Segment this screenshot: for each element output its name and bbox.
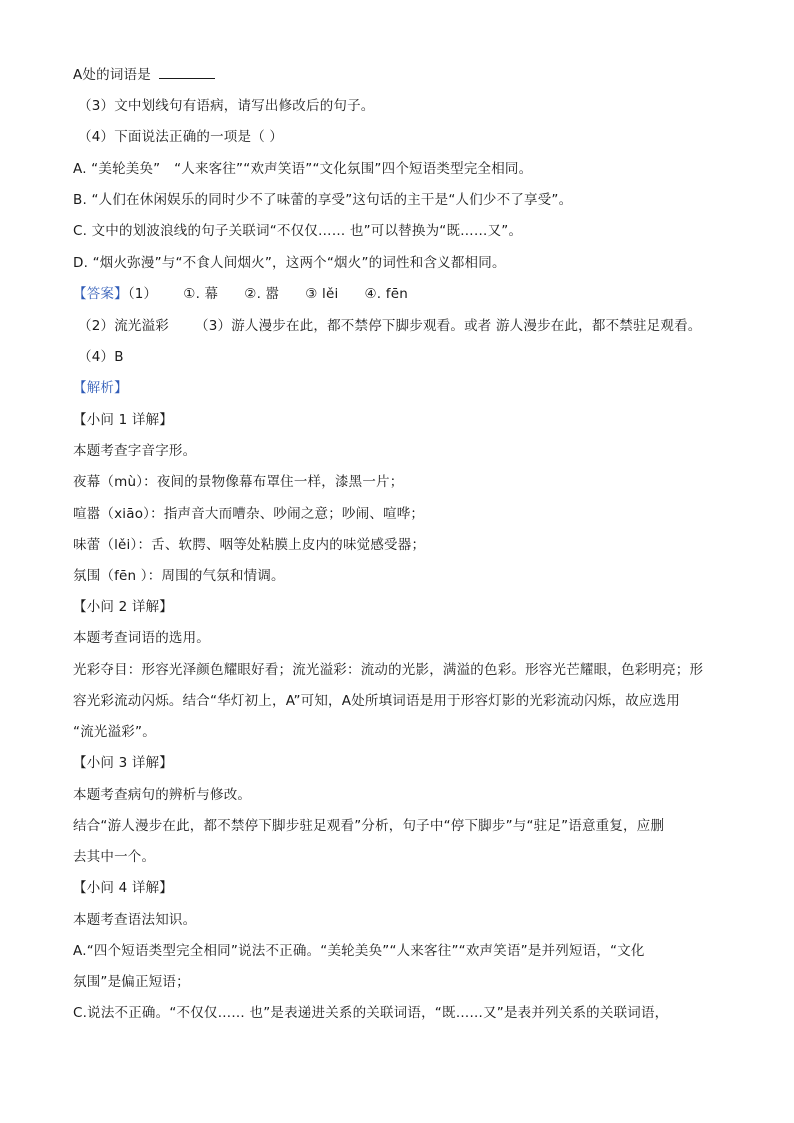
option-d: D. “烟火弥漫”与“不食人间烟火”，这两个“烟火”的词性和含义都相同。: [73, 255, 506, 271]
q3-text-3: 去其中一个。: [73, 849, 156, 865]
answer-label: 【答案】: [73, 286, 128, 302]
question-4: （4）下面说法正确的一项是（ ）: [78, 129, 284, 145]
answer-1-prefix: （1）: [127, 286, 158, 302]
answer-3: （3）游人漫步在此，都不禁停下脚步观看。或者 游人漫步在此，都不禁驻足观看。: [195, 318, 702, 334]
answer-line-1: [73, 284, 408, 304]
q4-text-3: 氛围”是偏正短语；: [73, 974, 190, 990]
answer-line-2: [78, 316, 701, 336]
answer-1-a: ①. 幕: [183, 286, 219, 302]
q1-text-2: 夜幕（mù）：夜间的景物像幕布罩住一样，漆黑一片；: [73, 474, 404, 490]
answer-1-c: ③ lěi: [305, 286, 339, 302]
question-a-blank-line: [73, 64, 215, 85]
analysis-label: 【解析】: [73, 380, 128, 396]
q3-text-1: 本题考查病句的辨析与修改。: [73, 787, 252, 803]
q2-heading: 【小问 2 详解】: [73, 599, 173, 615]
question-3: （3）文中划线句有语病，请写出修改后的句子。: [78, 98, 375, 114]
q2-text-3: 容光彩流动闪烁。结合“华灯初上，A”可知，A处所填词语是用于形容灯影的光彩流动闪烁，故应选用: [73, 693, 680, 709]
q3-text-2: 结合“游人漫步在此，都不禁停下脚步驻足观看”分析，句子中“停下脚步”与“驻足”语意重复，应删: [73, 818, 665, 834]
q4-text-4: C.说法不正确。“不仅仅…… 也”是表递进关系的关联词语，“既……又”是表并列关系的关联词语，: [73, 1005, 669, 1021]
q1-text-1: 本题考查字音字形。: [73, 443, 197, 459]
question-a-text: A处的词语是: [73, 67, 151, 83]
q4-heading: 【小问 4 详解】: [73, 880, 173, 896]
q1-text-3: 喧嚣（xiāo）：指声音大而嘈杂、吵闹之意；吵闹、喧哗；: [73, 506, 425, 522]
q4-text-1: 本题考查语法知识。: [73, 912, 197, 928]
option-b: B. “人们在休闲娱乐的同时少不了味蕾的享受”这句话的主干是“人们少不了享受”。: [73, 192, 573, 208]
answer-2: （2）流光溢彩: [78, 318, 169, 334]
q2-text-2: 光彩夺目：形容光泽颜色耀眼好看；流光溢彩：流动的光影，满溢的色彩。形容光芒耀眼，色彩明亮；形: [73, 662, 704, 678]
q2-text-4: “流光溢彩”。: [73, 724, 156, 740]
q2-text-1: 本题考查词语的选用。: [73, 630, 210, 646]
answer-4: （4）B: [78, 349, 124, 365]
q1-text-5: 氛围（fēn ）：周围的气氛和情调。: [73, 568, 285, 584]
option-a: A. “美轮美奂” “人来客往”“欢声笑语”“文化氛围”四个短语类型完全相同。: [73, 161, 533, 177]
option-c: C. 文中的划波浪线的句子关联词“不仅仅…… 也”可以替换为“既……又”。: [73, 223, 523, 239]
q1-text-4: 味蕾（lěi）：舌、软腭、咽等处粘膜上皮内的味觉感受器；: [73, 537, 426, 553]
answer-blank: [159, 64, 215, 79]
answer-1-b: ②. 嚣: [244, 286, 280, 302]
q4-text-2: A.“四个短语类型完全相同”说法不正确。“美轮美奂”“人来客往”“欢声笑语”是并列短语，“文化: [73, 943, 645, 959]
q3-heading: 【小问 3 详解】: [73, 755, 173, 771]
q1-heading: 【小问 1 详解】: [73, 412, 173, 428]
answer-1-d: ④. fēn: [364, 286, 408, 302]
